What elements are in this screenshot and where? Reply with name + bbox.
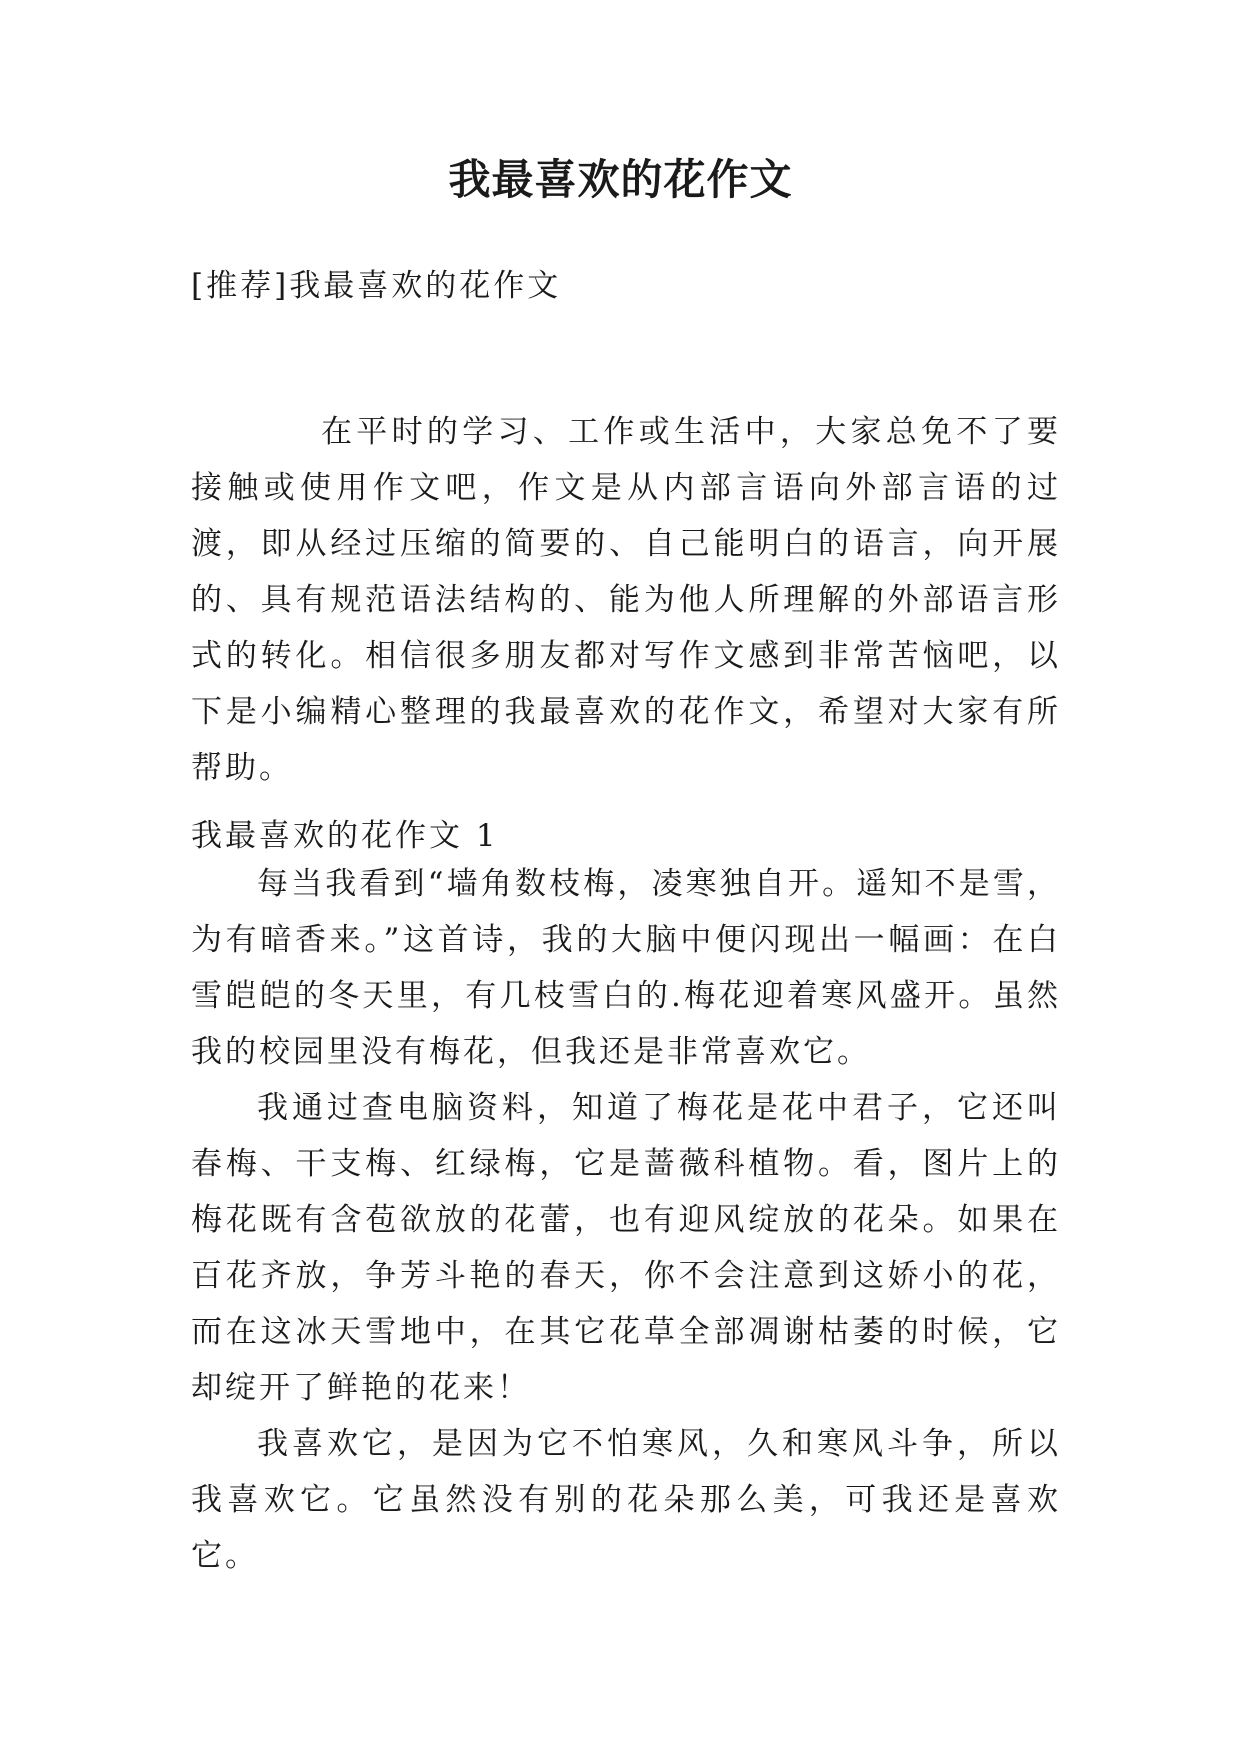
essay-paragraph: 我喜欢它，是因为它不怕寒风，久和寒风斗争，所以我喜欢它。它虽然没有别的花朵那么美，可我还是喜欢它。 — [191, 1426, 1061, 1574]
intro-section — [191, 404, 1061, 796]
essay-body — [191, 856, 1061, 1584]
subtitle-text: [推荐]我最喜欢的花作文 — [191, 268, 562, 304]
intro-paragraph: 在平时的学习、工作或生活中，大家总免不了要接触或使用作文吧，作文是从内部言语向外部言语的过渡，即从经过压缩的简要的、自己能明白的语言，向开展的、具有规范语法结构的、能为他人所理解的外部语言形式的转化。相信很多朋友都对写作文感到非常苦恼吧，以下是小编精心整理的我最喜欢的花作文，希望对大家有所帮助。 — [191, 414, 1061, 786]
essay-paragraph: 每当我看到“墙角数枝梅，凌寒独自开。遥知不是雪，为有暗香来。”这首诗，我的大脑中便闪现出一幅画：在白雪皑皑的冬天里，有几枝雪白的.梅花迎着寒风盛开。虽然我的校园里没有梅花，但我还是非常喜欢它。 — [191, 866, 1061, 1070]
document-subtitle — [191, 258, 1061, 314]
essay-paragraph: 我通过查电脑资料，知道了梅花是花中君子，它还叫春梅、干支梅、红绿梅，它是蔷薇科植物。看，图片上的梅花既有含苞欲放的花蕾，也有迎风绽放的花朵。如果在百花齐放，争芳斗艳的春天，你不会注意到这娇小的花，而在这冰天雪地中，在其它花草全部凋谢枯萎的时候，它却绽开了鲜艳的花来！ — [191, 1090, 1061, 1406]
document-title: 我最喜欢的花作文 — [448, 155, 793, 204]
section-heading-text: 我最喜欢的花作文 1 — [191, 818, 499, 854]
